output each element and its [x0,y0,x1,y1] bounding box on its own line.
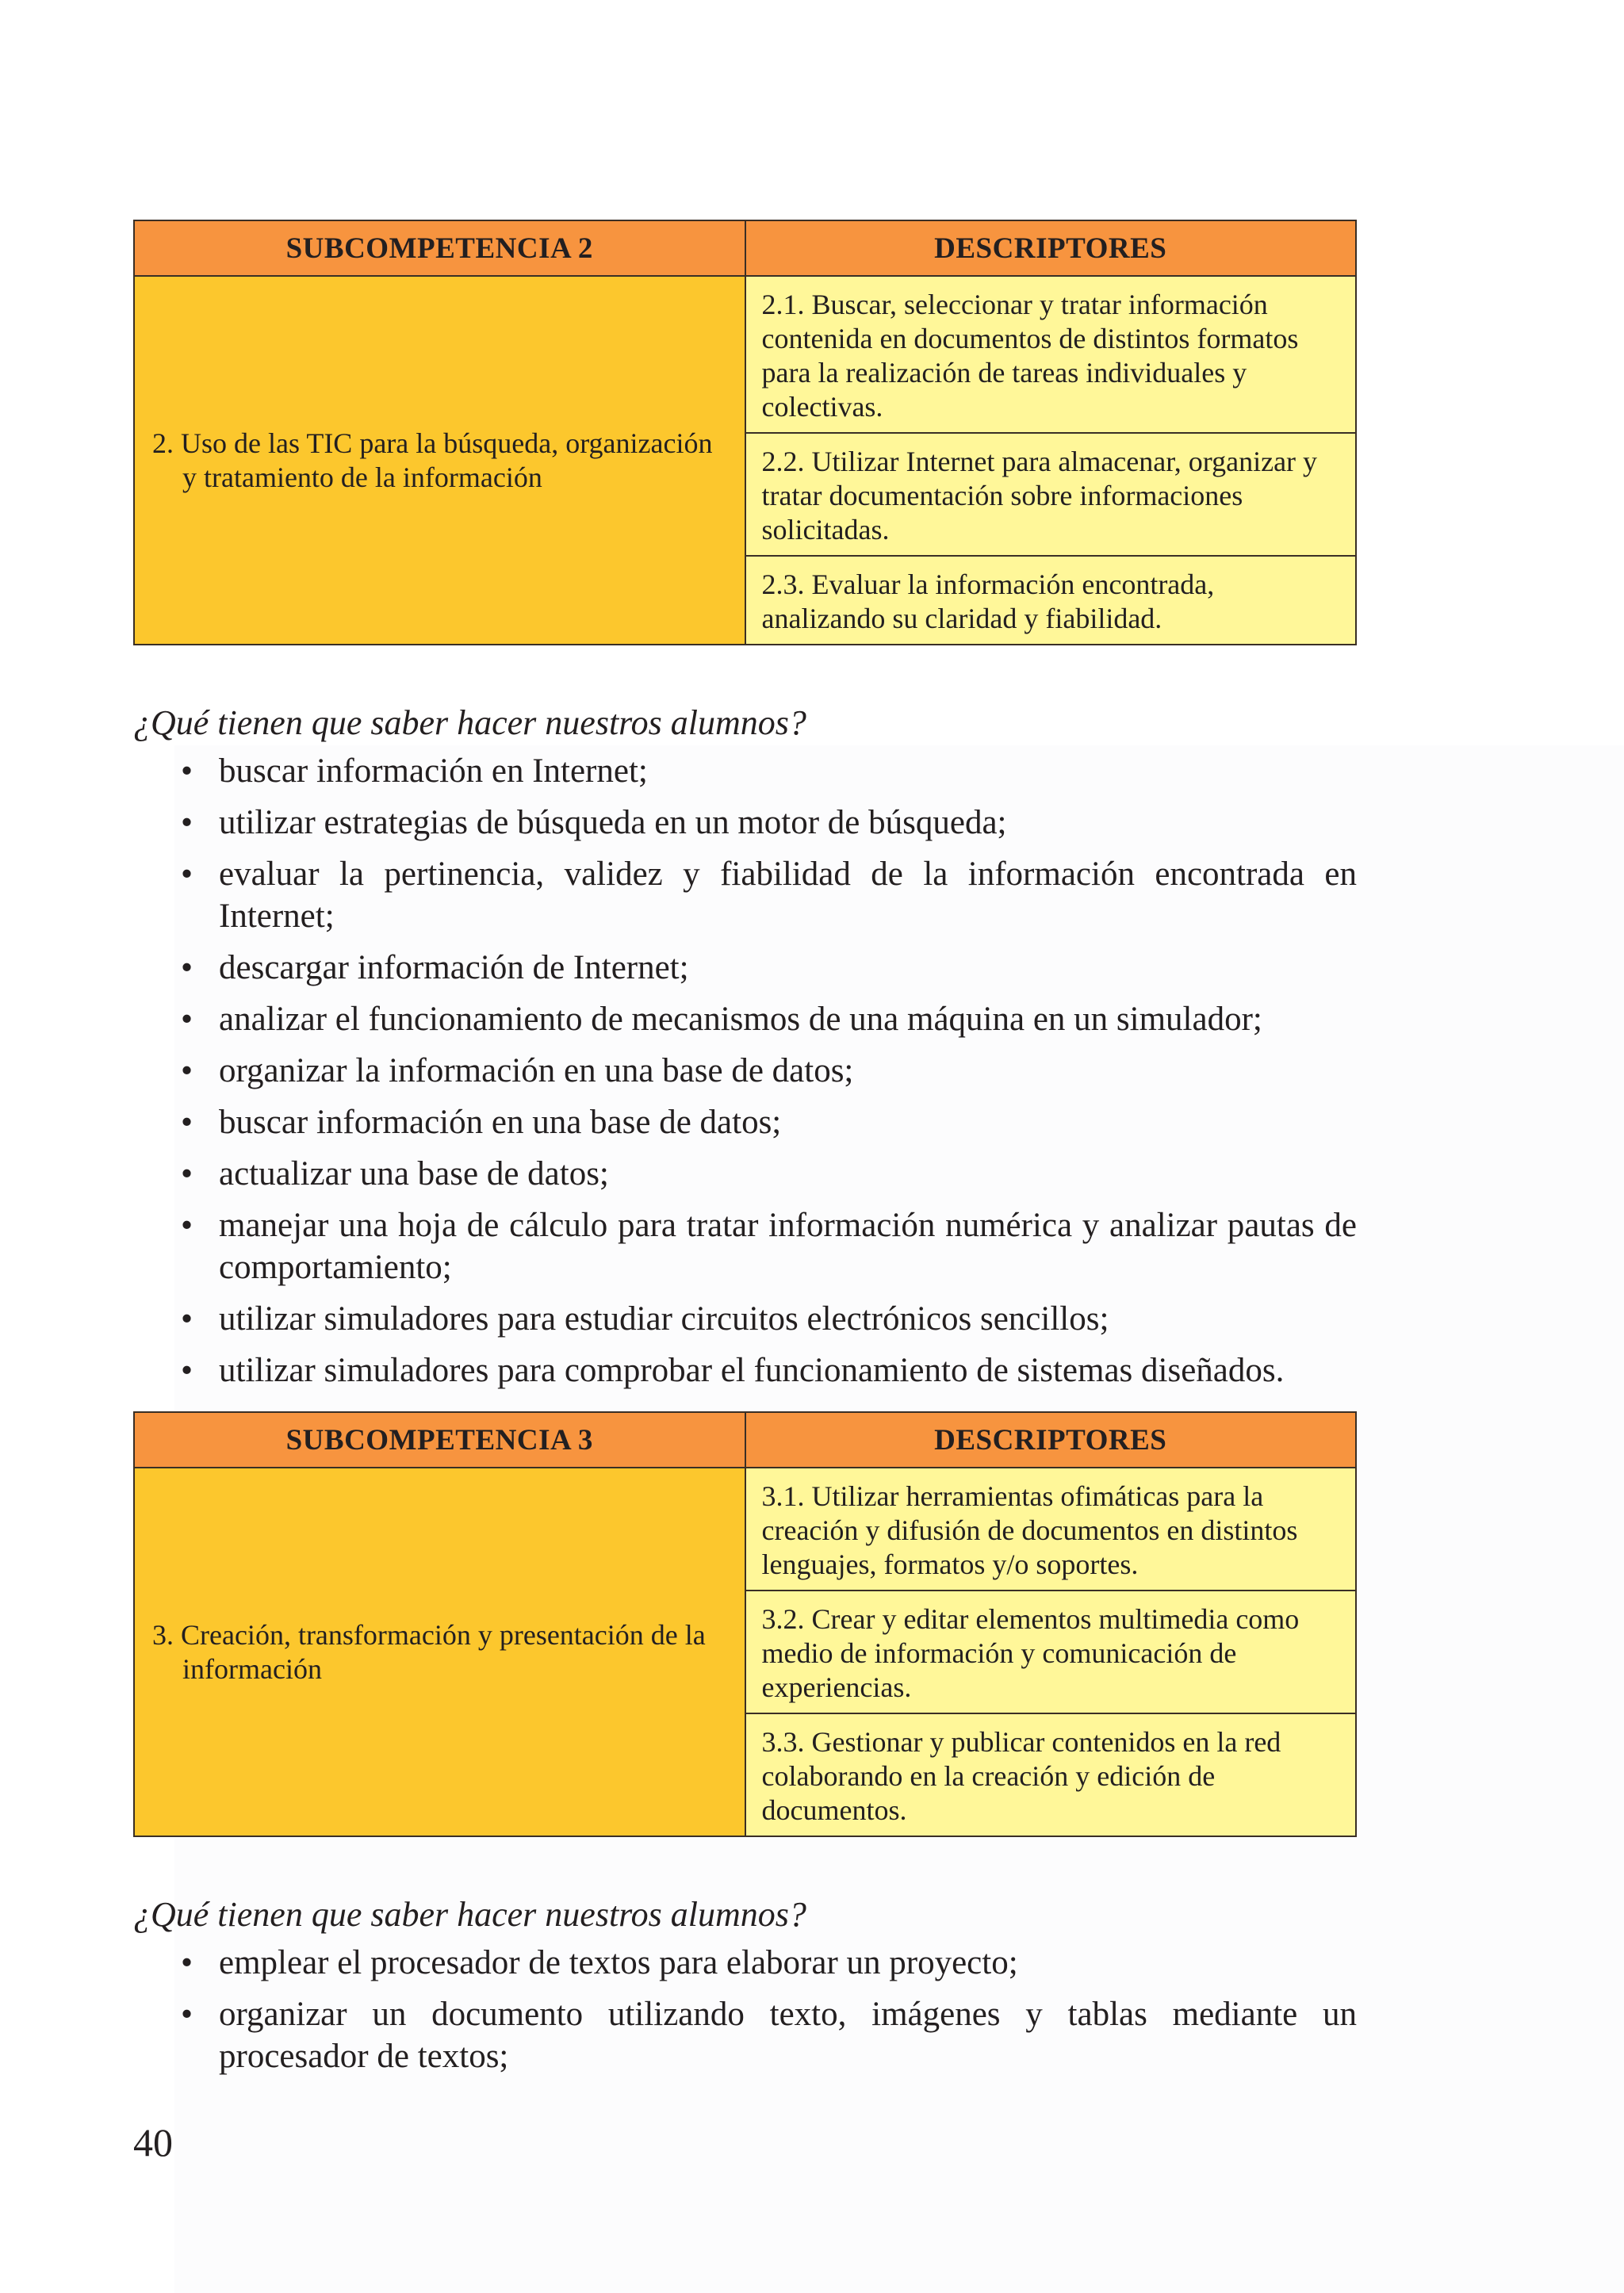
list-item: • utilizar simuladores para estudiar circuitos electrónicos sencillos; [133,1298,1357,1340]
list-item: • descargar información de Internet; [133,947,1357,989]
descriptor-cell: 2.3. Evaluar la información encontrada, analizando su claridad y fiabilidad. [745,556,1357,645]
bullet-icon: • [181,1300,193,1338]
bullet-icon: • [181,1052,193,1089]
descriptor-cell: 2.1. Buscar, seleccionar y tratar información contenida en documentos de distintos formatos para la realización de tareas individuales y colectivas. [745,276,1357,433]
list-item: • manejar una hoja de cálculo para tratar información numérica y analizar pautas de comportamiento; [133,1204,1357,1288]
list-item: • buscar información en Internet; [133,750,1357,792]
bullet-icon: • [181,949,193,986]
skills-list [133,750,1357,1401]
subcompetence-cell: 2. Uso de las TIC para la búsqueda, organización y tratamiento de la información [134,276,745,645]
table-header-descriptors: DESCRIPTORES [745,220,1357,276]
descriptor-cell: 3.2. Crear y editar elementos multimedia como medio de información y comunicación de experiencias. [745,1591,1357,1713]
list-item: • emplear el procesador de textos para elaborar un proyecto; [133,1942,1357,1984]
bullet-icon: • [181,1207,193,1244]
list-item: • actualizar una base de datos; [133,1153,1357,1195]
subcompetence-2-table [133,220,1357,645]
page-number: 40 [133,2120,173,2165]
skills-list [133,1942,1357,2087]
section-question: ¿Qué tienen que saber hacer nuestros alumnos? [133,703,806,742]
descriptor-cell: 3.3. Gestionar y publicar contenidos en la red colaborando en la creación y edición de documentos. [745,1713,1357,1836]
list-item: • buscar información en una base de datos; [133,1101,1357,1143]
bullet-icon: • [181,856,193,893]
list-item: • organizar la información en una base de datos; [133,1050,1357,1092]
bullet-icon: • [181,1104,193,1141]
subcompetence-cell: 3. Creación, transformación y presentación de la información [134,1468,745,1836]
bullet-icon: • [181,1155,193,1192]
list-item: • organizar un documento utilizando texto, imágenes y tablas mediante un procesador de textos; [133,1993,1357,2077]
bullet-icon: • [181,1996,193,2033]
list-item: • evaluar la pertinencia, validez y fiabilidad de la información encontrada en Internet; [133,853,1357,937]
section-question: ¿Qué tienen que saber hacer nuestros alumnos? [133,1895,806,1934]
table-header-descriptors: DESCRIPTORES [745,1412,1357,1468]
bullet-icon: • [181,1352,193,1389]
descriptor-cell: 2.2. Utilizar Internet para almacenar, organizar y tratar documentación sobre informaciones solicitadas. [745,433,1357,556]
descriptor-cell: 3.1. Utilizar herramientas ofimáticas para la creación y difusión de documentos en distintos lenguajes, formatos y/o soportes. [745,1468,1357,1591]
list-item: • analizar el funcionamiento de mecanismos de una máquina en un simulador; [133,998,1357,1040]
table-header-subcompetence: SUBCOMPETENCIA 3 [134,1412,745,1468]
list-item: • utilizar estrategias de búsqueda en un motor de búsqueda; [133,802,1357,844]
bullet-icon: • [181,1944,193,1981]
list-item: • utilizar simuladores para comprobar el funcionamiento de sistemas diseñados. [133,1349,1357,1391]
bullet-icon: • [181,1001,193,1038]
subcompetence-3-table [133,1411,1357,1837]
bullet-icon: • [181,804,193,841]
table-header-subcompetence: SUBCOMPETENCIA 2 [134,220,745,276]
bullet-icon: • [181,752,193,790]
